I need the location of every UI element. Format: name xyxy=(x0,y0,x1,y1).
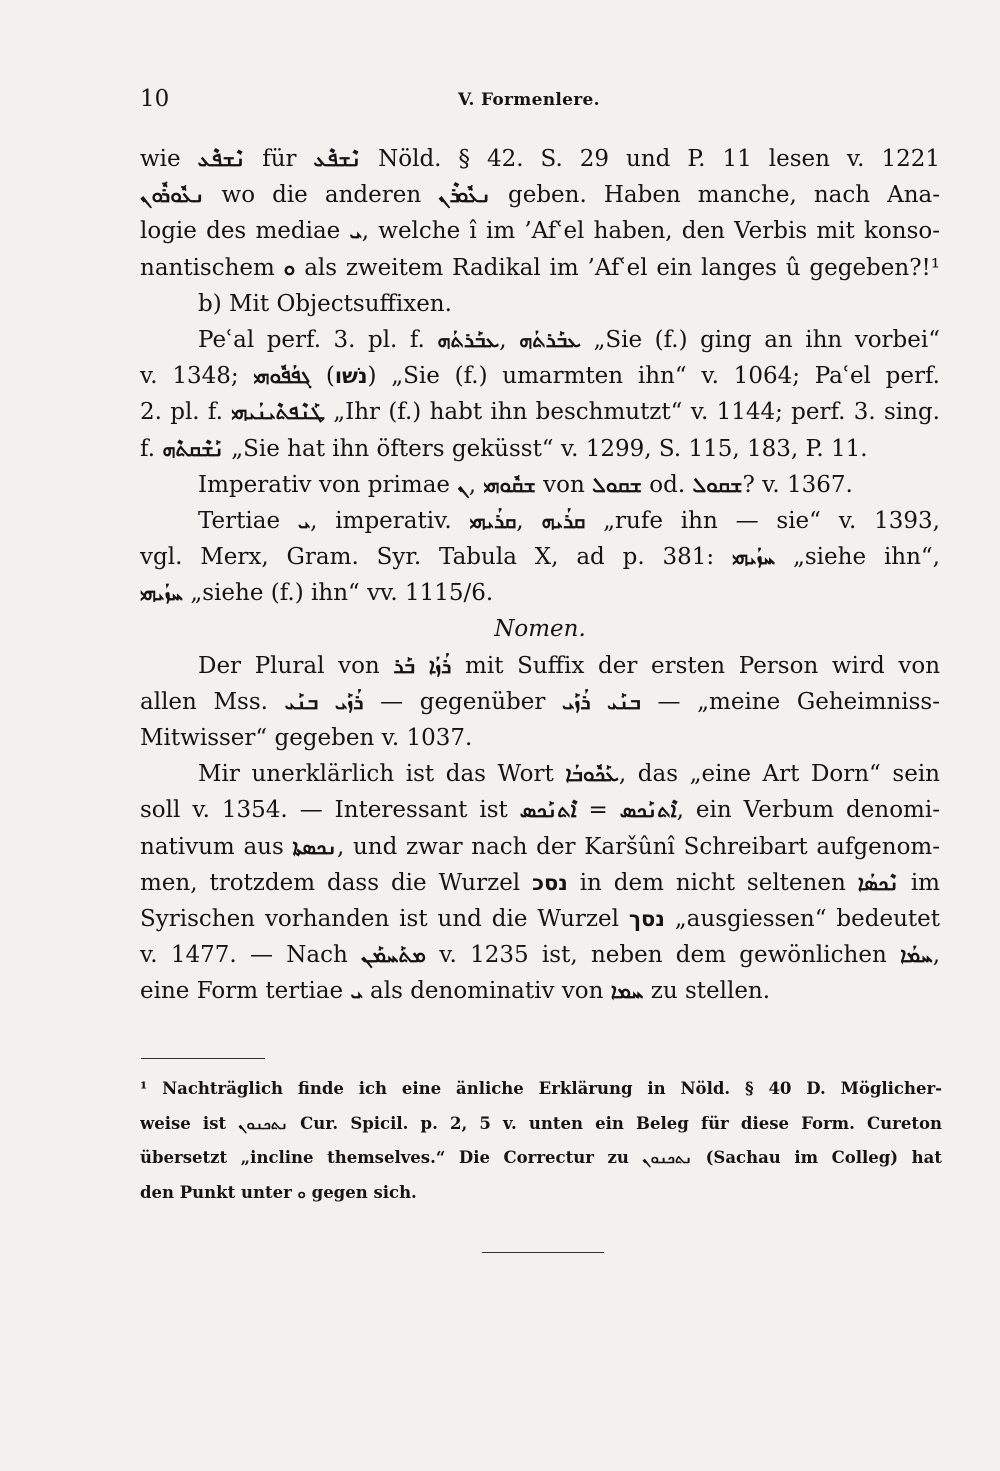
text-line-11: Tertiae ܝ, imperativ. ܩܪܳܝܗܝ, ܩܪܳܝܗ „rufe ihn — sie“ v. 1393, xyxy=(198,507,940,534)
footnote-line-4: den Punkt unter ܘ gegen sich. xyxy=(140,1182,417,1202)
text-line-10: Imperativ von primae ܢ, ܫܩܽܘܗܝ von ܫܩܘܠ od. ܫܩܘܠ? v. 1367. xyxy=(198,471,853,498)
text-line-22: Syrischen vorhanden ist und die Wurzel נסך „ausgiessen“ bedeutet xyxy=(140,905,940,932)
text-line-5: b) Mit Objectsuffixen. xyxy=(198,290,452,317)
footnotes xyxy=(140,1072,942,1210)
text-line-16: allen Mss. ܪܳܙܰܝ ܒܢܰܝ — gegenüber ܒܢܰܝ ܪܳܙܰܝ — „meine Geheimniss- xyxy=(140,688,940,715)
text-line-13: ܚܙܳܝܗܝ „siehe (f.) ihn“ vv. 1115/6. xyxy=(140,580,494,607)
text-line-24: eine Form tertiae ܝ als denominativ von ܚܡܐ zu stellen. xyxy=(140,978,771,1005)
text-line-3: logie des mediae ܝ, welche î im ’Afʿel haben, den Verbis mit konso- xyxy=(140,218,940,245)
body-text xyxy=(140,141,940,1010)
closing-rule xyxy=(482,1252,604,1253)
page-number: 10 xyxy=(140,86,170,112)
footnote-line-1: ¹ Nachträglich finde ich eine änliche Erklärung in Nöld. § 40 D. Möglicher- xyxy=(140,1079,942,1098)
text-line-15: Der Plural von ܪܳܙܳܐ ܒܰܪ mit Suffix der ersten Person wird von xyxy=(198,652,940,679)
text-line-6: Peʿal perf. 3. pl. f. ܥܒܰܪܬܳܗ, ܥܒܰܪܬܳܗ „Sie (f.) ging an ihn vorbei“ xyxy=(198,326,940,353)
text-line-14: Nomen. xyxy=(494,616,586,643)
running-title: V. Formenlere. xyxy=(458,90,600,110)
text-line-4: nantischem ܘ als zweitem Radikal im ’Afʿel ein langes û gegeben?!¹ xyxy=(140,254,940,281)
text-line-21: men, trotzdem dass die Wurzel נסכ in dem nicht seltenen ܢܶܟܣܳܐ im xyxy=(140,869,940,896)
text-line-19: soll v. 1354. — Interessant ist ܐܶܬܢܰܟܣ = ܐܶܬܢܰܟܣ, ein Verbum denomi- xyxy=(140,797,940,824)
text-line-7: v. 1348; ܓܦܳܦܽܘܗܝ (נשׁו) „Sie (f.) umarmten ihn“ v. 1064; Paʿel perf. xyxy=(140,363,940,390)
footnote-line-3: übersetzt „incline themselves.“ Die Correctur zu ܢܬܟܢܘܢ (Sachau im Colleg) hat xyxy=(140,1148,942,1167)
text-line-8: 2. pl. f. ܛܰܢܶܦܬܶܝܢܳܝܗܝ „Ihr (f.) habt ihn beschmutzt“ v. 1144; perf. 3. sing. xyxy=(140,399,940,426)
text-line-12: vgl. Merx, Gram. Syr. Tabula X, ad p. 381: ܚܙܳܝܗܝ „siehe ihn“, xyxy=(140,544,940,571)
text-line-20: nativum aus ܢܟܣܬܐ, und zwar nach der Karšûnî Schreibart aufgenom- xyxy=(140,833,940,860)
page-header xyxy=(140,86,940,116)
footnote-rule xyxy=(141,1058,265,1059)
text-line-2: ܢܥܽܘܪܽܘܢ wo die anderen ܢܥܽܘܪܶܢ geben. Haben manche, nach Ana- xyxy=(140,182,940,209)
text-line-9: f. ܢܰܫܶܩܬܶܗ „Sie hat ihn öfters geküsst“ v. 1299, S. 115, 183, P. 11. xyxy=(140,435,868,462)
text-line-17: Mitwisser“ gegeben v. 1037. xyxy=(140,725,473,751)
text-line-18: Mir unerklärlich ist das Wort ܥܰܟܽܘܒܳܐ, das „eine Art Dorn“ sein xyxy=(198,761,940,788)
text-line-1: wie ܢܶܫܦܶܥ für ܢܶܫܦܶܥ Nöld. § 42. S. 29 und P. 11 lesen v. 1221 xyxy=(140,146,940,172)
footnote-line-2: weise ist ܢܬܟܢܘܢ Cur. Spicil. p. 2, 5 v. unten ein Beleg für diese Form. Cureton xyxy=(140,1113,942,1133)
text-line-23: v. 1477. — Nach ܡܬܰܚܡܰܢ v. 1235 ist, neben dem gewönlichen ܚܡܳܐ, xyxy=(140,942,940,969)
